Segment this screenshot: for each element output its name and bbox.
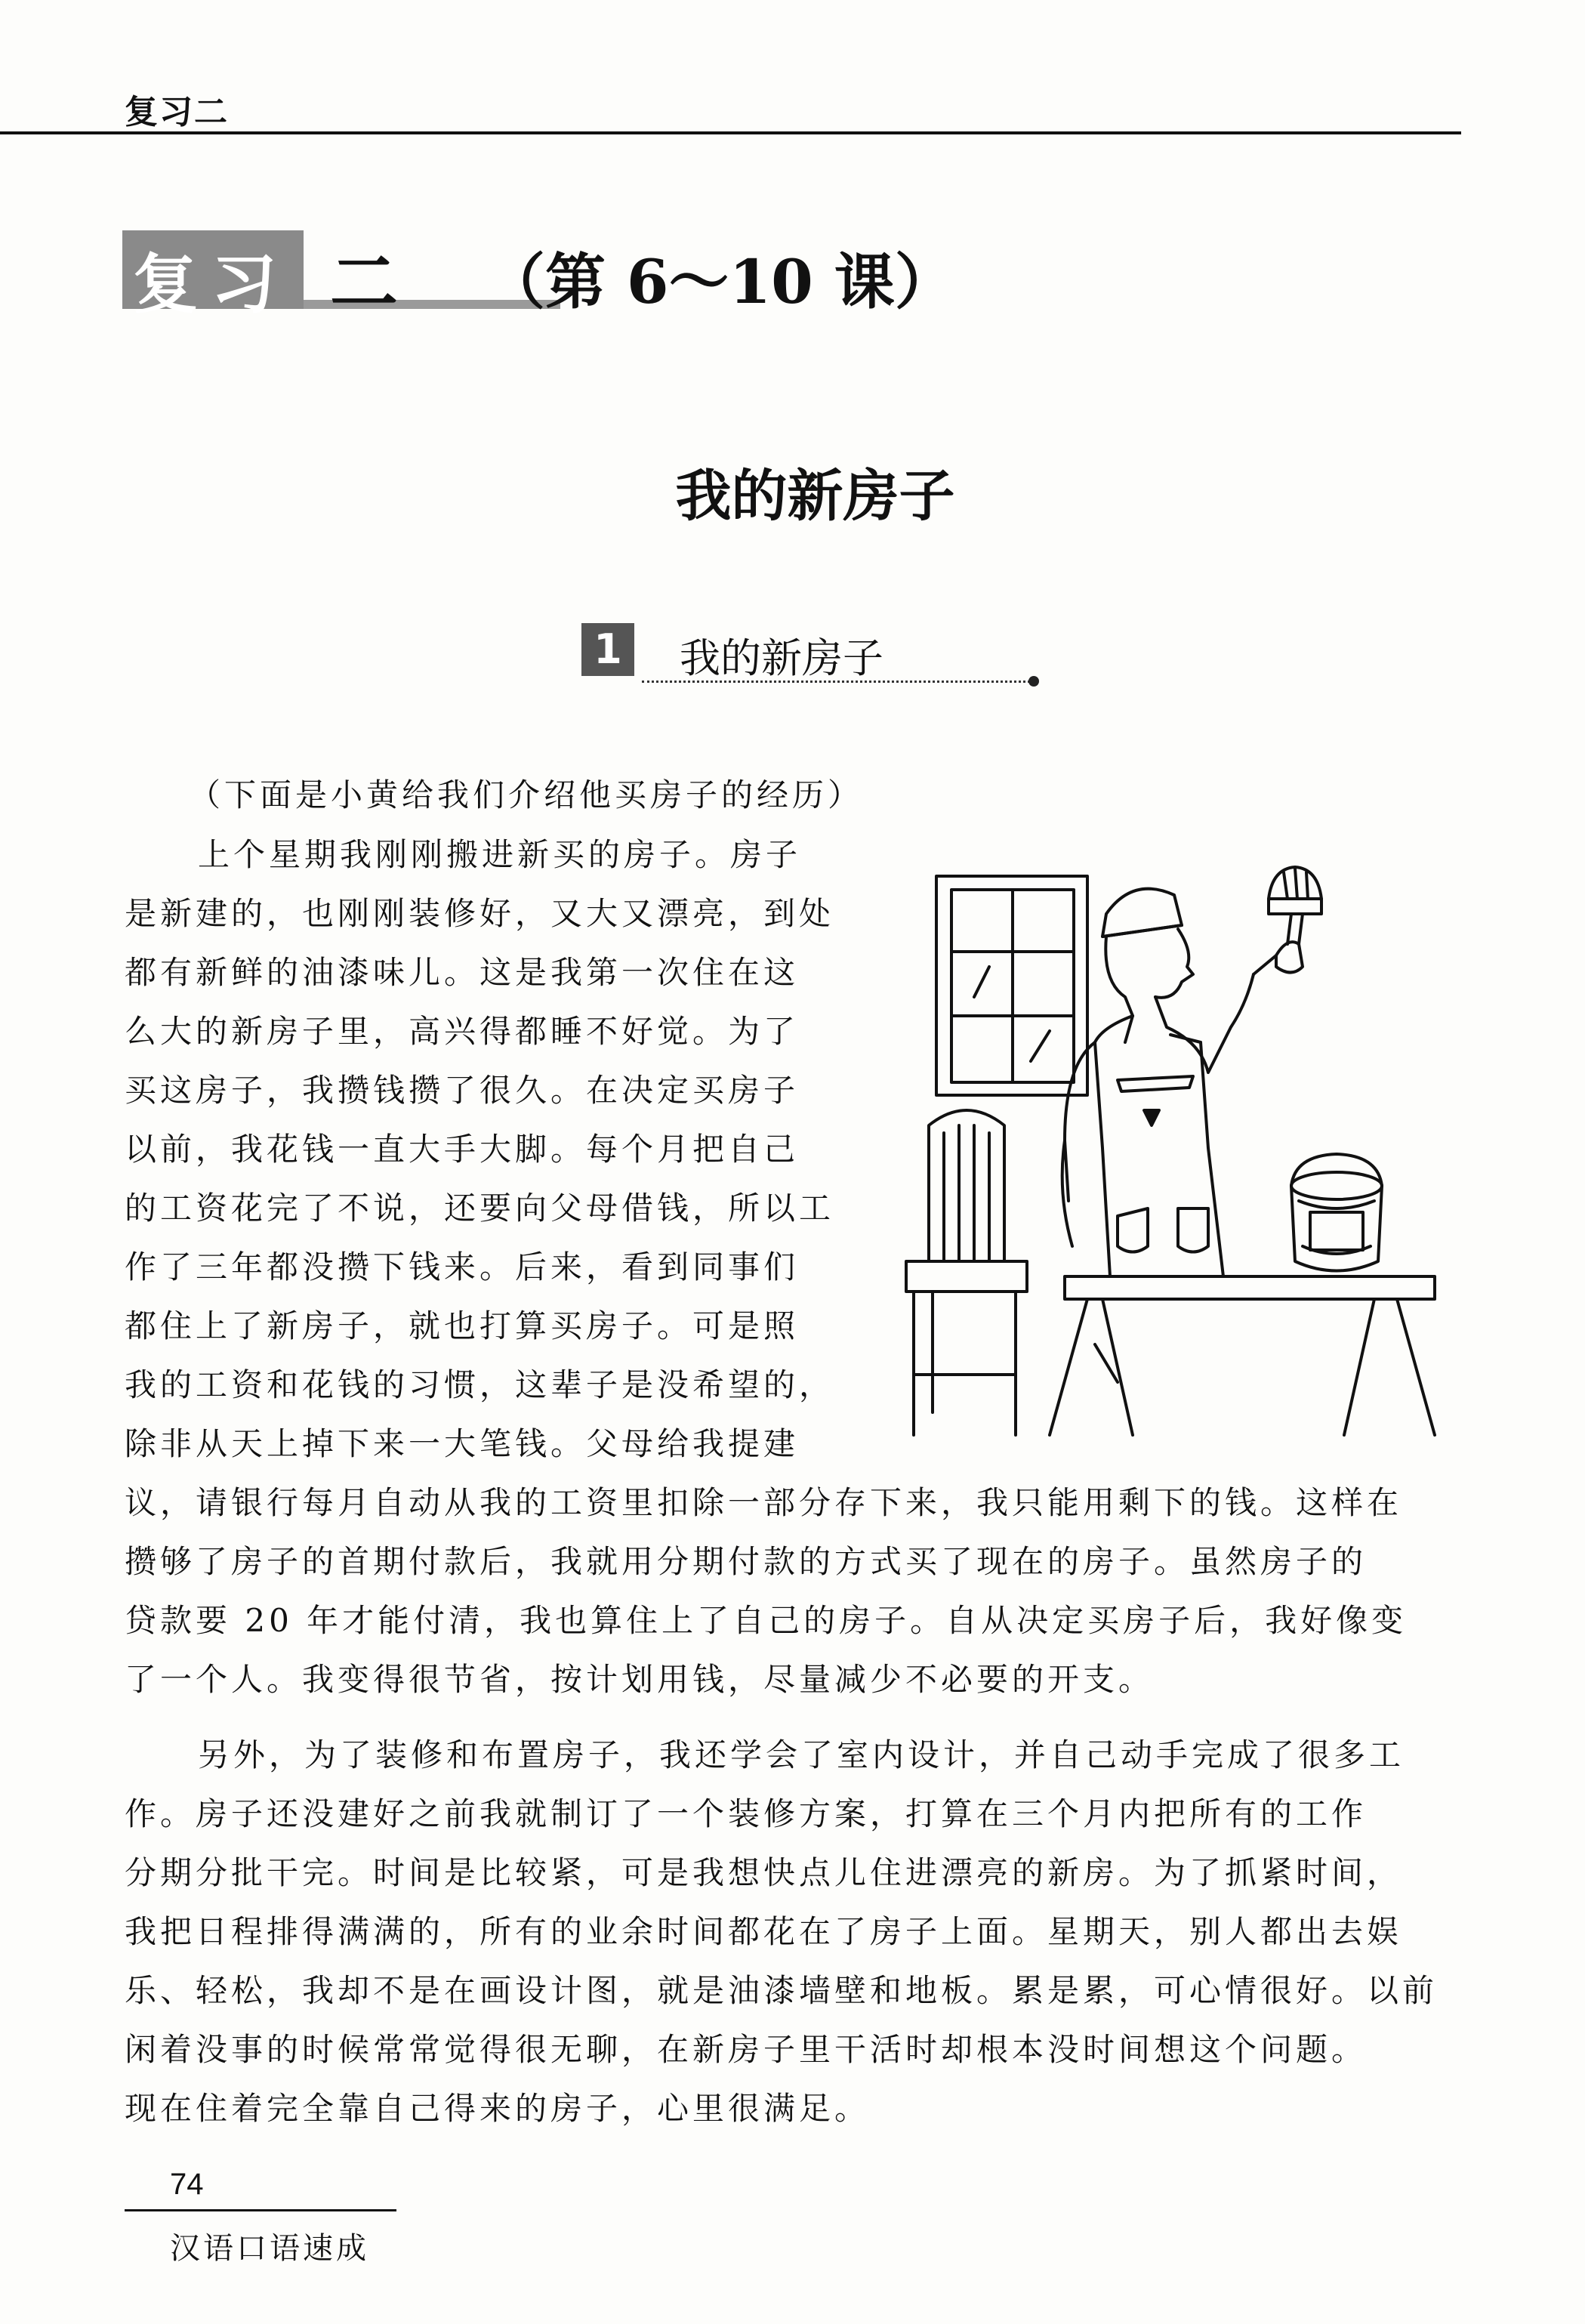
subsection-title: 我的新房子 <box>680 634 883 682</box>
subsection-dotted-rule <box>642 681 1035 683</box>
para1-line-5: 买这房子，我攒钱攒了很久。在决定买房子 <box>125 1072 800 1109</box>
para1-line-1: 上个星期我刚刚搬进新买的房子。房子 <box>198 836 802 873</box>
para1-line-4: 么大的新房子里，高兴得都睡不好觉。为了 <box>125 1013 800 1050</box>
subsection-end-dot <box>1028 676 1039 687</box>
chair-drawing <box>906 1110 1027 1435</box>
paint-bucket-drawing <box>1291 1154 1382 1271</box>
para1-line-14: 贷款要 20 年才能付清，我也算住上了自己的房子。自从决定买房子后，我好像变 <box>125 1602 1408 1639</box>
para1-line-15: 了一个人。我变得很节省，按计划用钱，尽量减少不必要的开支。 <box>125 1661 1155 1698</box>
paintbrush-drawing <box>1269 867 1321 973</box>
para1-line-9: 都住上了新房子，就也打算买房子。可是照 <box>125 1307 800 1344</box>
para2-line-6: 闲着没事的时候常常觉得很无聊，在新房子里干活时却根本没时间想这个问题。 <box>125 2031 1368 2068</box>
subsection-heading <box>581 623 989 684</box>
intro-line: （下面是小黄给我们介绍他买房子的经历） <box>189 776 864 813</box>
chapter-lesson-range: （第 6～10 课） <box>485 246 955 317</box>
para1-line-11: 除非从天上掉下来一大笔钱。父母给我提建 <box>125 1425 800 1462</box>
page-number: 74 <box>170 2168 204 2201</box>
table-drawing <box>1050 1276 1435 1435</box>
painter-figure <box>1062 889 1276 1276</box>
para1-line-7: 的工资花完了不说，还要向父母借钱，所以工 <box>125 1190 835 1227</box>
header-rule <box>0 131 1461 134</box>
para1-line-6: 以前，我花钱一直大手大脚。每个月把自己 <box>125 1131 800 1168</box>
para2-line-3: 分期分批干完。时间是比较紧，可是我想快点儿住进漂亮的新房。为了抓紧时间， <box>125 1854 1403 1891</box>
para1-line-2: 是新建的，也刚刚装修好，又大又漂亮，到处 <box>125 895 835 932</box>
para1-line-8: 作了三年都没攒下钱来。后来，看到同事们 <box>125 1248 800 1285</box>
painter-illustration <box>876 853 1465 1443</box>
footer-rule <box>125 2209 396 2211</box>
para1-line-12: 议，请银行每月自动从我的工资里扣除一部分存下来，我只能用剩下的钱。这样在 <box>125 1484 1403 1521</box>
section-title: 我的新房子 <box>675 464 955 529</box>
chapter-number: 二 <box>330 243 398 323</box>
para1-line-3: 都有新鲜的油漆味儿。这是我第一次住在这 <box>125 954 800 991</box>
subsection-number: 1 <box>581 623 634 676</box>
para2-line-2: 作。房子还没建好之前我就制订了一个装修方案，打算在三个月内把所有的工作 <box>125 1795 1368 1832</box>
chapter-label-box <box>122 230 304 323</box>
para1-line-10: 我的工资和花钱的习惯，这辈子是没希望的， <box>125 1366 835 1403</box>
para1-line-13: 攒够了房子的首期付款后，我就用分期付款的方式买了现在的房子。虽然房子的 <box>125 1543 1368 1580</box>
running-header: 复习二 <box>125 93 229 131</box>
para2-line-5: 乐、轻松，我却不是在画设计图，就是油漆墙壁和地板。累是累，可心情很好。以前 <box>125 1972 1439 2009</box>
chapter-label: 复习 <box>133 247 290 323</box>
para2-line-7: 现在住着完全靠自己得来的房子，心里很满足。 <box>125 2090 871 2127</box>
book-title: 汉语口语速成 <box>170 2231 369 2266</box>
window-drawing <box>936 876 1087 1095</box>
para2-line-4: 我把日程排得满满的，所有的业余时间都花在了房子上面。星期天，别人都出去娱 <box>125 1913 1403 1950</box>
para2-line-1: 另外，为了装修和布置房子，我还学会了室内设计，并自己动手完成了很多工 <box>198 1736 1405 1773</box>
